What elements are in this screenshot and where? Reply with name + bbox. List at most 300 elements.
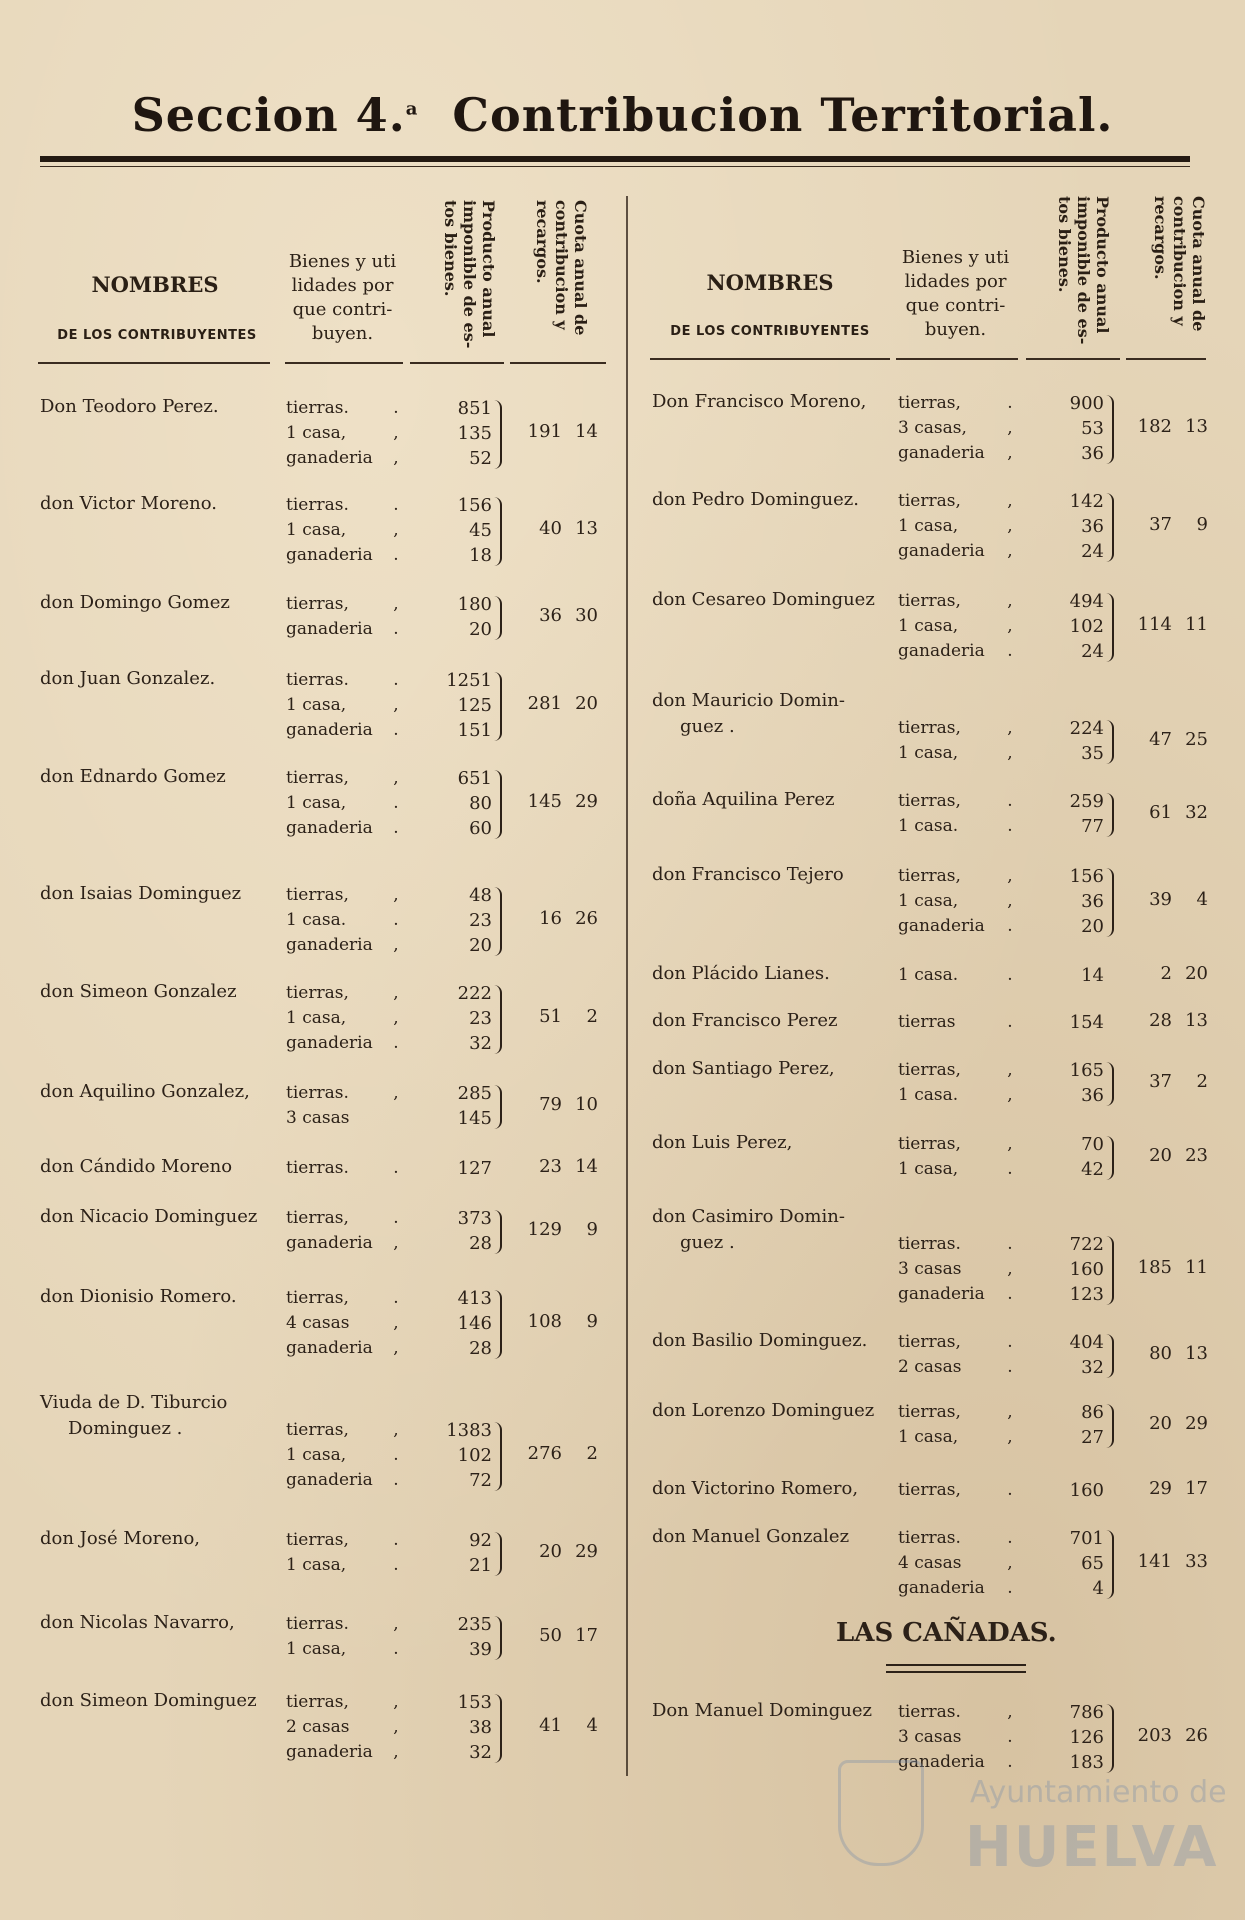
asset-label: tierras, bbox=[898, 1060, 961, 1080]
header-de-los-left: DE LOS CONTRIBUYENTES bbox=[57, 328, 257, 343]
ditto-mark: , bbox=[393, 1338, 399, 1358]
product-value: 24 bbox=[1081, 541, 1104, 562]
product-value: 142 bbox=[1069, 491, 1104, 512]
quota-main: 20 bbox=[539, 1540, 562, 1562]
canadas-rule bbox=[886, 1664, 1026, 1673]
quota-sub: 13 bbox=[1185, 416, 1208, 437]
quota-sub: 13 bbox=[1185, 1010, 1208, 1031]
group-brace bbox=[494, 1422, 502, 1491]
quota-value bbox=[1118, 1343, 1208, 1364]
product-value: 80 bbox=[469, 793, 492, 814]
product-value: 18 bbox=[469, 545, 492, 566]
product-value: 1383 bbox=[446, 1420, 492, 1441]
ditto-mark: . bbox=[1007, 393, 1013, 413]
contributor-name: don Nicacio Dominguez bbox=[40, 1206, 258, 1227]
product-value: 28 bbox=[469, 1233, 492, 1254]
group-brace bbox=[494, 596, 502, 640]
asset-label: 1 casa, bbox=[898, 516, 959, 536]
product-value: 14 bbox=[1081, 965, 1104, 986]
product-value: 86 bbox=[1081, 1402, 1104, 1423]
ditto-mark: , bbox=[1007, 418, 1013, 438]
product-value: 123 bbox=[1069, 1284, 1104, 1305]
contributor-name: don Pedro Dominguez. bbox=[652, 489, 859, 510]
page-title: Seccion 4.$^a$ Contribucion Territorial. bbox=[131, 88, 1114, 142]
product-value: 701 bbox=[1069, 1528, 1104, 1549]
asset-label: 1 casa. bbox=[898, 816, 959, 836]
quota-sub: 17 bbox=[575, 1624, 598, 1646]
quota-main: 37 bbox=[1149, 1070, 1172, 1092]
contributor-name: don José Moreno, bbox=[40, 1528, 201, 1549]
group-brace bbox=[494, 400, 502, 469]
product-value: 36 bbox=[1081, 1085, 1104, 1106]
product-value: 35 bbox=[1081, 743, 1104, 764]
quota-sub: 13 bbox=[575, 518, 598, 539]
quota-main: 41 bbox=[539, 1715, 562, 1736]
product-value: 224 bbox=[1069, 718, 1104, 739]
asset-label: tierras, bbox=[898, 1332, 961, 1352]
quota-value bbox=[1118, 614, 1208, 635]
contributor-name: don Simeon Gonzalez bbox=[40, 981, 237, 1002]
group-brace bbox=[494, 1694, 502, 1763]
asset-label: tierras. bbox=[898, 1528, 961, 1548]
ditto-mark: , bbox=[393, 768, 399, 788]
ditto-mark: , bbox=[1007, 616, 1013, 636]
contributor-name: Don Francisco Moreno, bbox=[652, 391, 867, 412]
quota-main: 203 bbox=[1137, 1725, 1172, 1746]
asset-label: tierras. bbox=[286, 670, 349, 690]
asset-label: 1 casa, bbox=[898, 891, 959, 911]
product-value: 146 bbox=[457, 1313, 492, 1334]
quota-sub: 2 bbox=[1196, 1070, 1208, 1092]
asset-label: tierras, bbox=[286, 1692, 349, 1712]
group-brace bbox=[494, 985, 502, 1054]
column-divider bbox=[626, 196, 628, 1776]
product-value: 21 bbox=[469, 1555, 492, 1576]
asset-label: 1 casa, bbox=[286, 695, 347, 715]
quota-main: 281 bbox=[527, 693, 562, 714]
quota-main: 191 bbox=[527, 421, 562, 442]
asset-label: ganaderia bbox=[286, 818, 373, 838]
contributor-name: don Aquilino Gonzalez, bbox=[40, 1081, 250, 1102]
product-value: 65 bbox=[1081, 1553, 1104, 1574]
watermark-seal bbox=[838, 1760, 924, 1866]
asset-label: ganaderia bbox=[898, 1578, 985, 1598]
product-value: 39 bbox=[469, 1639, 492, 1660]
ditto-mark: . bbox=[393, 1445, 399, 1465]
product-value: 156 bbox=[457, 495, 492, 516]
ditto-mark: . bbox=[1007, 816, 1013, 836]
product-value: 38 bbox=[469, 1717, 492, 1738]
ditto-mark: . bbox=[1007, 1528, 1013, 1548]
group-brace bbox=[1106, 868, 1114, 937]
group-brace bbox=[1106, 720, 1114, 764]
asset-label: 2 casas bbox=[286, 1717, 350, 1737]
asset-label: 1 casa, bbox=[286, 1555, 347, 1575]
contributor-name: Don Manuel Dominguez bbox=[652, 1700, 872, 1721]
product-value: 23 bbox=[469, 910, 492, 931]
quota-sub: 10 bbox=[575, 1093, 598, 1115]
product-value: 126 bbox=[1069, 1727, 1104, 1748]
title-rule-thin bbox=[40, 166, 1190, 167]
quota-main: 16 bbox=[539, 908, 562, 929]
quota-main: 182 bbox=[1137, 416, 1172, 437]
ditto-mark: . bbox=[393, 1555, 399, 1575]
quota-main: 185 bbox=[1137, 1257, 1172, 1278]
product-value: 77 bbox=[1081, 816, 1104, 837]
quota-sub: 20 bbox=[1185, 963, 1208, 984]
ditto-mark: , bbox=[1007, 891, 1013, 911]
ditto-mark: . bbox=[1007, 1332, 1013, 1352]
group-brace bbox=[1106, 593, 1114, 662]
group-brace bbox=[1106, 1704, 1114, 1773]
contributor-name: don Simeon Dominguez bbox=[40, 1690, 257, 1711]
asset-label: 3 casas bbox=[898, 1259, 962, 1279]
quota-sub: 29 bbox=[575, 791, 598, 812]
quota-value bbox=[508, 1443, 598, 1464]
ditto-mark: , bbox=[1007, 443, 1013, 463]
ditto-mark: , bbox=[393, 1083, 399, 1103]
quota-sub: 14 bbox=[575, 1156, 598, 1177]
quota-sub: 9 bbox=[1196, 514, 1208, 535]
contributor-name: don Casimiro Domin- bbox=[652, 1206, 845, 1227]
ditto-mark: , bbox=[1007, 491, 1013, 511]
ditto-mark: . bbox=[393, 1158, 399, 1178]
quota-value bbox=[1118, 802, 1208, 823]
quota-sub: 29 bbox=[1185, 1412, 1208, 1434]
contributor-name-cont: guez . bbox=[680, 716, 735, 737]
asset-label: 3 casas bbox=[898, 1727, 962, 1747]
asset-label: 2 casas bbox=[898, 1357, 962, 1377]
header-producto-left: Producto anual imponible de es- tos bienes. bbox=[441, 200, 498, 349]
asset-label: tierras. bbox=[286, 1083, 349, 1103]
ditto-mark: , bbox=[393, 885, 399, 905]
ditto-mark: . bbox=[393, 1208, 399, 1228]
asset-label: 1 casa. bbox=[898, 1085, 959, 1105]
asset-label: tierras, bbox=[898, 866, 961, 886]
ditto-mark: , bbox=[393, 1742, 399, 1762]
contributor-name: don Isaias Dominguez bbox=[40, 883, 242, 904]
asset-label: ganaderia bbox=[898, 916, 985, 936]
ditto-mark: , bbox=[393, 448, 399, 468]
quota-main: 114 bbox=[1137, 614, 1172, 635]
product-value: 48 bbox=[469, 885, 492, 906]
ditto-mark: , bbox=[1007, 1085, 1013, 1105]
asset-label: 1 casa, bbox=[286, 1445, 347, 1465]
asset-label: ganaderia bbox=[286, 1033, 373, 1053]
asset-label: ganaderia bbox=[286, 1470, 373, 1490]
header-producto-right: Producto anual imponible de es- tos bienes. bbox=[1055, 196, 1112, 345]
ditto-mark: , bbox=[393, 1008, 399, 1028]
contributor-name: Viuda de D. Tiburcio bbox=[40, 1392, 228, 1413]
quota-main: 2 bbox=[1160, 963, 1172, 984]
ditto-mark: . bbox=[1007, 965, 1013, 985]
header-de-los-right: DE LOS CONTRIBUYENTES bbox=[670, 324, 870, 339]
quota-value bbox=[1118, 1257, 1208, 1278]
group-brace bbox=[1106, 1530, 1114, 1599]
product-value: 156 bbox=[1069, 866, 1104, 887]
header-cuota-right: Cuota anual de contribucion y recargos. bbox=[1151, 196, 1208, 332]
product-value: 259 bbox=[1069, 791, 1104, 812]
ditto-mark: . bbox=[1007, 641, 1013, 661]
group-brace bbox=[494, 770, 502, 839]
product-value: 165 bbox=[1069, 1060, 1104, 1081]
quota-main: 40 bbox=[539, 518, 562, 539]
ditto-mark: . bbox=[1007, 1159, 1013, 1179]
product-value: 45 bbox=[469, 520, 492, 541]
contributor-name: don Francisco Tejero bbox=[652, 864, 844, 885]
quota-value bbox=[508, 1625, 598, 1646]
product-value: 102 bbox=[1069, 616, 1104, 637]
quota-sub: 30 bbox=[575, 604, 598, 626]
quota-value bbox=[508, 605, 598, 626]
asset-label: tierras, bbox=[898, 1402, 961, 1422]
quota-sub: 23 bbox=[1185, 1144, 1208, 1166]
group-brace bbox=[1106, 1236, 1114, 1305]
product-value: 183 bbox=[1069, 1752, 1104, 1773]
asset-label: tierras, bbox=[286, 768, 349, 788]
contributor-name-cont: guez . bbox=[680, 1232, 735, 1253]
quota-sub: 29 bbox=[575, 1540, 598, 1562]
product-value: 92 bbox=[469, 1530, 492, 1551]
product-value: 1251 bbox=[446, 670, 492, 691]
asset-label: tierras, bbox=[286, 1530, 349, 1550]
group-brace bbox=[494, 1290, 502, 1359]
header-nombres-left: NOMBRES bbox=[91, 272, 219, 297]
quota-sub: 26 bbox=[1185, 1725, 1208, 1746]
product-value: 23 bbox=[469, 1008, 492, 1029]
asset-label: ganaderia bbox=[898, 1284, 985, 1304]
ditto-mark: . bbox=[1007, 1012, 1013, 1032]
asset-label: ganaderia bbox=[898, 443, 985, 463]
product-value: 24 bbox=[1081, 641, 1104, 662]
product-value: 180 bbox=[457, 594, 492, 615]
quota-main: 141 bbox=[1137, 1551, 1172, 1572]
contributor-name: Don Teodoro Perez. bbox=[40, 396, 219, 417]
quota-main: 29 bbox=[1149, 1478, 1172, 1499]
asset-label: ganaderia bbox=[286, 619, 373, 639]
asset-label: 1 casa, bbox=[286, 1008, 347, 1028]
asset-label: tierras bbox=[898, 1012, 956, 1032]
header-bienes-right: Bienes y uti lidades por que contri- buyen. bbox=[901, 247, 1010, 340]
product-value: 145 bbox=[457, 1108, 492, 1129]
quota-main: 61 bbox=[1149, 801, 1172, 823]
product-value: 900 bbox=[1069, 393, 1104, 414]
asset-label: ganaderia bbox=[286, 1233, 373, 1253]
asset-label: ganaderia bbox=[286, 1742, 373, 1762]
asset-label: ganaderia bbox=[898, 1752, 985, 1772]
group-brace bbox=[1106, 1136, 1114, 1180]
product-value: 160 bbox=[1069, 1480, 1104, 1501]
quota-value bbox=[508, 1715, 598, 1736]
asset-label: ganaderia bbox=[286, 720, 373, 740]
quota-main: 37 bbox=[1149, 514, 1172, 535]
asset-label: 4 casas bbox=[898, 1553, 962, 1573]
title-rule bbox=[40, 156, 1190, 162]
ditto-mark: , bbox=[393, 983, 399, 1003]
asset-label: 1 casa, bbox=[286, 423, 347, 443]
group-brace bbox=[494, 1085, 502, 1129]
asset-label: tierras, bbox=[286, 1208, 349, 1228]
ditto-mark: , bbox=[393, 695, 399, 715]
asset-label: tierras. bbox=[286, 495, 349, 515]
ditto-mark: , bbox=[393, 423, 399, 443]
product-value: 235 bbox=[457, 1614, 492, 1635]
group-brace bbox=[1106, 395, 1114, 464]
product-value: 651 bbox=[457, 768, 492, 789]
asset-label: ganaderia bbox=[286, 1338, 373, 1358]
ditto-mark: . bbox=[393, 1530, 399, 1550]
quota-value bbox=[508, 1006, 598, 1027]
quota-value bbox=[508, 1094, 598, 1115]
contributor-name: don Victorino Romero, bbox=[652, 1478, 859, 1499]
group-brace bbox=[494, 1210, 502, 1254]
group-brace bbox=[1106, 493, 1114, 562]
contributor-name: don Cándido Moreno bbox=[40, 1156, 233, 1177]
contributor-name: don Lorenzo Dominguez bbox=[652, 1400, 875, 1421]
asset-label: tierras. bbox=[286, 1158, 349, 1178]
asset-label: 1 casa, bbox=[286, 520, 347, 540]
quota-value bbox=[508, 908, 598, 929]
asset-label: tierras, bbox=[898, 393, 961, 413]
product-value: 722 bbox=[1069, 1234, 1104, 1255]
product-value: 27 bbox=[1081, 1427, 1104, 1448]
product-value: 125 bbox=[457, 695, 492, 716]
ditto-mark: . bbox=[1007, 916, 1013, 936]
product-value: 32 bbox=[469, 1033, 492, 1054]
product-value: 36 bbox=[1081, 516, 1104, 537]
contributor-name: don Juan Gonzalez. bbox=[40, 668, 216, 689]
asset-label: tierras, bbox=[286, 594, 349, 614]
contributor-name: don Victor Moreno. bbox=[40, 493, 217, 514]
contributor-name-cont: Dominguez . bbox=[68, 1418, 183, 1439]
ditto-mark: . bbox=[1007, 1234, 1013, 1254]
quota-value bbox=[1118, 514, 1208, 535]
quota-value bbox=[1118, 963, 1208, 984]
quota-value bbox=[508, 791, 598, 812]
asset-label: tierras, bbox=[286, 1420, 349, 1440]
ditto-mark: . bbox=[393, 545, 399, 565]
ditto-mark: . bbox=[393, 670, 399, 690]
ditto-mark: , bbox=[393, 1313, 399, 1333]
quota-main: 23 bbox=[539, 1156, 562, 1177]
product-value: 28 bbox=[469, 1338, 492, 1359]
asset-label: 3 casas bbox=[286, 1108, 350, 1128]
ditto-mark: , bbox=[393, 1692, 399, 1712]
quota-value bbox=[1118, 416, 1208, 437]
asset-label: 1 casa, bbox=[898, 616, 959, 636]
quota-main: 36 bbox=[539, 604, 562, 626]
quota-sub: 14 bbox=[575, 421, 598, 442]
asset-label: tierras. bbox=[286, 1614, 349, 1634]
product-value: 20 bbox=[469, 619, 492, 640]
contributor-name: don Plácido Lianes. bbox=[652, 963, 830, 984]
quota-sub: 4 bbox=[586, 1715, 598, 1736]
product-value: 153 bbox=[457, 1692, 492, 1713]
group-brace bbox=[494, 887, 502, 956]
ditto-mark: . bbox=[393, 1470, 399, 1490]
product-value: 151 bbox=[457, 720, 492, 741]
watermark-line1: Ayuntamiento de bbox=[970, 1775, 1227, 1810]
ditto-mark: . bbox=[393, 619, 399, 639]
ditto-mark: . bbox=[393, 720, 399, 740]
quota-sub: 13 bbox=[1185, 1342, 1208, 1364]
ditto-mark: , bbox=[1007, 1702, 1013, 1722]
ditto-mark: . bbox=[1007, 1480, 1013, 1500]
group-brace bbox=[1106, 1062, 1114, 1106]
product-value: 285 bbox=[457, 1083, 492, 1104]
asset-label: 1 casa, bbox=[286, 1639, 347, 1659]
ditto-mark: , bbox=[1007, 541, 1013, 561]
quota-value bbox=[1118, 729, 1208, 750]
quota-main: 51 bbox=[539, 1006, 562, 1027]
product-value: 135 bbox=[457, 423, 492, 444]
quota-value bbox=[1118, 1478, 1208, 1499]
asset-label: tierras, bbox=[898, 1480, 961, 1500]
product-value: 36 bbox=[1081, 891, 1104, 912]
watermark-line2: HUELVA bbox=[965, 1815, 1219, 1880]
ditto-mark: , bbox=[1007, 1134, 1013, 1154]
quota-value bbox=[508, 1311, 598, 1332]
quota-sub: 9 bbox=[586, 1311, 598, 1332]
contributor-name: don Mauricio Domin- bbox=[652, 690, 845, 711]
quota-main: 47 bbox=[1149, 728, 1172, 750]
group-brace bbox=[494, 497, 502, 566]
contributor-name: don Nicolas Navarro, bbox=[40, 1612, 235, 1633]
quota-sub: 11 bbox=[1185, 614, 1208, 635]
group-brace bbox=[494, 1532, 502, 1576]
quota-sub: 20 bbox=[575, 693, 598, 714]
ditto-mark: , bbox=[393, 520, 399, 540]
ditto-mark: , bbox=[393, 1614, 399, 1634]
contributor-name: don Santiago Perez, bbox=[652, 1058, 835, 1079]
product-value: 413 bbox=[457, 1288, 492, 1309]
product-value: 222 bbox=[457, 983, 492, 1004]
quota-sub: 2 bbox=[586, 1006, 598, 1027]
asset-label: 3 casas, bbox=[898, 418, 967, 438]
asset-label: 1 casa, bbox=[898, 1427, 959, 1447]
asset-label: tierras, bbox=[898, 791, 961, 811]
asset-label: ganaderia bbox=[898, 541, 985, 561]
quota-value bbox=[508, 693, 598, 714]
ditto-mark: . bbox=[393, 1033, 399, 1053]
quota-main: 79 bbox=[539, 1093, 562, 1115]
ditto-mark: , bbox=[1007, 866, 1013, 886]
asset-label: tierras. bbox=[286, 398, 349, 418]
contributor-name: don Dionisio Romero. bbox=[40, 1286, 237, 1307]
asset-label: tierras. bbox=[898, 1702, 961, 1722]
quota-main: 108 bbox=[527, 1311, 562, 1332]
contributor-name: don Ednardo Gomez bbox=[40, 766, 226, 787]
quota-value bbox=[1118, 1551, 1208, 1572]
header-cuota-left: Cuota anual de contribucion y recargos. bbox=[533, 200, 590, 336]
contributor-name: don Francisco Perez bbox=[652, 1010, 838, 1031]
product-value: 32 bbox=[469, 1742, 492, 1763]
product-value: 4 bbox=[1092, 1578, 1104, 1599]
ditto-mark: , bbox=[1007, 591, 1013, 611]
quota-sub: 2 bbox=[586, 1443, 598, 1464]
asset-label: tierras, bbox=[898, 591, 961, 611]
quota-sub: 4 bbox=[1196, 889, 1208, 910]
product-value: 70 bbox=[1081, 1134, 1104, 1155]
quota-value bbox=[1118, 1725, 1208, 1746]
ditto-mark: . bbox=[393, 1288, 399, 1308]
ditto-mark: , bbox=[1007, 1553, 1013, 1573]
product-value: 72 bbox=[469, 1470, 492, 1491]
product-value: 160 bbox=[1069, 1259, 1104, 1280]
quota-value bbox=[508, 421, 598, 442]
quota-value bbox=[1118, 1010, 1208, 1031]
quota-main: 28 bbox=[1149, 1010, 1172, 1031]
